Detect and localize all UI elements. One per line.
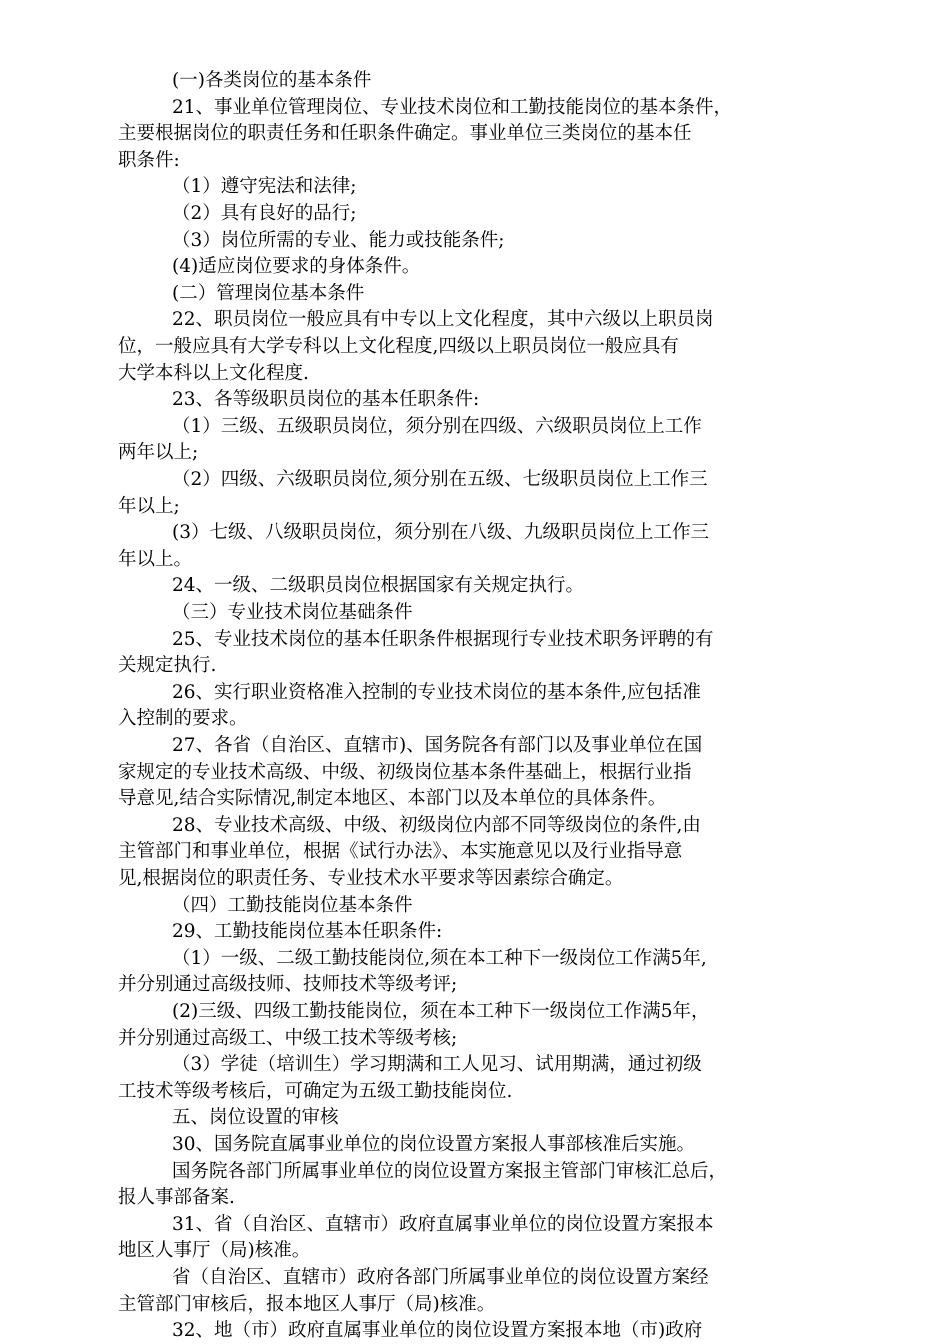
text-line: 报人事部备案.: [118, 1187, 235, 1208]
text-line: 年以上;: [118, 496, 180, 517]
text-line: 27、各省（自治区、直辖市)、国务院各有部门以及事业单位在国: [172, 735, 703, 756]
text-line: 入控制的要求。: [118, 708, 248, 729]
text-line: （四）工勤技能岗位基本条件: [172, 895, 413, 916]
text-line: 26、实行职业资格准入控制的专业技术岗位的基本条件,应包括准: [172, 682, 701, 703]
text-line: 职条件:: [118, 150, 180, 171]
text-line: 地区人事厅（局)核准。: [118, 1240, 311, 1261]
text-line: 30、国务院直属事业单位的岗位设置方案报人事部核准后实施。: [172, 1134, 696, 1155]
text-line: 工技术等级考核后，可确定为五级工勤技能岗位.: [118, 1081, 513, 1102]
text-line: 23、各等级职员岗位的基本任职条件:: [172, 389, 480, 410]
text-line: （1）一级、二级工勤技能岗位,须在本工种下一级岗位工作满5年,: [172, 948, 707, 969]
text-line: 29、工勤技能岗位基本任职条件:: [172, 921, 443, 942]
text-line: 并分别通过高级工、中级工技术等级考核;: [118, 1028, 458, 1049]
text-line: 主管部门审核后，报本地区人事厅（局)核准。: [118, 1294, 496, 1315]
text-line: 年以上。: [118, 549, 193, 570]
text-line: (2)三级、四级工勤技能岗位，须在本工种下一级岗位工作满5年，: [172, 1001, 710, 1022]
text-line: 25、专业技术岗位的基本任职条件根据现行专业技术职务评聘的有: [172, 629, 714, 650]
text-line: 导意见,结合实际情况,制定本地区、本部门以及本单位的具体条件。: [118, 788, 667, 809]
text-line: （三）专业技术岗位基础条件: [172, 602, 413, 623]
text-line: 并分别通过高级技师、技师技术等级考评;: [118, 974, 458, 995]
text-line: 见,根据岗位的职责任务、专业技术水平要求等因素综合确定。: [118, 868, 624, 889]
text-line: 28、专业技术高级、中级、初级岗位内部不同等级岗位的条件,由: [172, 815, 701, 836]
text-line: 家规定的专业技术高级、中级、初级岗位基本条件基础上，根据行业指: [118, 762, 692, 783]
text-line: 24、一级、二级职员岗位根据国家有关规定执行。: [172, 575, 585, 596]
text-line: （2）四级、六级职员岗位,须分别在五级、七级职员岗位上工作三: [172, 469, 708, 490]
text-line: 21、事业单位管理岗位、专业技术岗位和工勤技能岗位的基本条件，: [172, 97, 733, 118]
text-line: 省（自治区、直辖市）政府各部门所属事业单位的岗位设置方案经: [172, 1267, 709, 1288]
text-line: 32、地（市）政府直属事业单位的岗位设置方案报本地（市)政府: [172, 1320, 703, 1341]
text-line: （1）遵守宪法和法律;: [172, 176, 357, 197]
text-line: (二）管理岗位基本条件: [172, 283, 365, 304]
text-line: 主管部门和事业单位，根据《试行办法》、本实施意见以及行业指导意: [118, 841, 683, 862]
text-line: 22、职员岗位一般应具有中专以上文化程度，其中六级以上职员岗: [172, 309, 714, 330]
text-line: (一)各类岗位的基本条件: [172, 70, 372, 91]
text-line: 31、省（自治区、直辖市）政府直属事业单位的岗位设置方案报本: [172, 1214, 714, 1235]
text-line: （2）具有良好的品行;: [172, 203, 357, 224]
text-line: 主要根据岗位的职责任务和任职条件确定。事业单位三类岗位的基本任: [118, 123, 692, 144]
text-line: 两年以上;: [118, 442, 199, 463]
text-line: 国务院各部门所属事业单位的岗位设置方案报主管部门审核汇总后，: [172, 1161, 728, 1182]
text-line: (4)适应岗位要求的身体条件。: [172, 256, 421, 277]
text-line: 大学本科以上文化程度.: [118, 363, 309, 384]
text-line: (3）七级、八级职员岗位，须分别在八级、九级职员岗位上工作三: [172, 522, 709, 543]
text-line: 位，一般应具有大学专科以上文化程度,四级以上职员岗位一般应具有: [118, 336, 679, 357]
text-line: 五、岗位设置的审核: [172, 1107, 339, 1128]
text-line: （3）学徒（培训生）学习期满和工人见习、试用期满，通过初级: [172, 1054, 702, 1075]
text-line: （1）三级、五级职员岗位，须分别在四级、六级职员岗位上工作: [172, 416, 702, 437]
text-line: 关规定执行.: [118, 655, 217, 676]
text-line: （3）岗位所需的专业、能力或技能条件;: [172, 230, 505, 251]
